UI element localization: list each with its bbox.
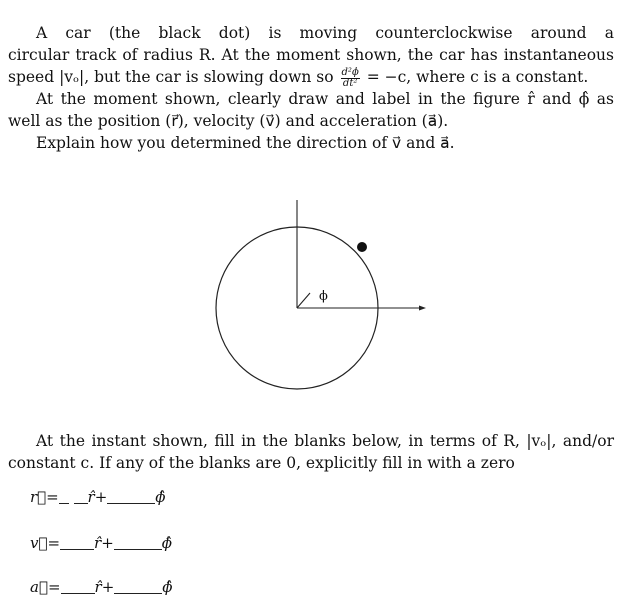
- problem-line-5: well as the position (r⃗), velocity (v⃗) and acceleration (a⃗).: [8, 112, 449, 130]
- velocity-phi-blank[interactable]: [114, 535, 162, 550]
- second-derivative-fraction: [341, 68, 360, 89]
- acceleration-lhs: a⃗=: [30, 578, 61, 596]
- plus-sign: +: [94, 488, 108, 506]
- acceleration-equation: [30, 578, 173, 596]
- rhat-symbol: r̂: [94, 534, 102, 552]
- acceleration-r-blank[interactable]: [61, 579, 95, 594]
- problem-line-2: circular track of radius R. At the moment shown, the car has instantaneous: [8, 46, 614, 64]
- fraction-denominator: dt²: [342, 77, 358, 89]
- horizontal-axis-arrowhead: [419, 306, 426, 311]
- problem-line-4: At the moment shown, clearly draw and label in the figure r̂ and ϕ̂ as: [36, 90, 614, 108]
- rhat-symbol: r̂: [94, 578, 102, 596]
- fill-instructions-line-2: constant c. If any of the blanks are 0, explicitly fill in with a zero: [8, 454, 515, 472]
- angle-ray: [297, 293, 310, 308]
- problem-line-3a: speed |vₒ|, but the car is slowing down so: [8, 68, 334, 86]
- angle-label: ϕ: [319, 289, 328, 304]
- rhat-symbol: r̂: [87, 488, 95, 506]
- phihat-symbol: ϕ̂: [161, 534, 173, 552]
- position-r-blank-b[interactable]: [74, 489, 88, 504]
- plus-sign: +: [101, 534, 114, 552]
- velocity-lhs: v⃗=: [30, 534, 61, 552]
- position-phi-blank[interactable]: [107, 489, 155, 504]
- fill-instructions-line-1: At the instant shown, fill in the blanks below, in terms of R, |vₒ|, and/or: [36, 432, 614, 450]
- car-dot: [357, 242, 367, 252]
- phihat-symbol: ϕ̂: [155, 488, 166, 506]
- position-equation: [30, 488, 166, 506]
- problem-line-1: A car (the black dot) is moving counterclockwise around a: [36, 24, 614, 42]
- position-r-blank-a[interactable]: [59, 489, 69, 504]
- phihat-symbol: ϕ̂: [162, 578, 173, 596]
- plus-sign: +: [101, 578, 115, 596]
- circular-track-figure: [0, 190, 632, 420]
- position-lhs: r⃗=: [30, 488, 59, 506]
- problem-line-3b: = −c, where c is a constant.: [366, 68, 589, 86]
- velocity-equation: [30, 534, 172, 552]
- problem-line-6: Explain how you determined the direction of v⃗ and a⃗.: [36, 134, 455, 152]
- fraction-numerator: d²ϕ: [341, 66, 359, 78]
- problem-line-3: [8, 66, 614, 89]
- velocity-r-blank[interactable]: [60, 535, 94, 550]
- acceleration-phi-blank[interactable]: [114, 579, 162, 594]
